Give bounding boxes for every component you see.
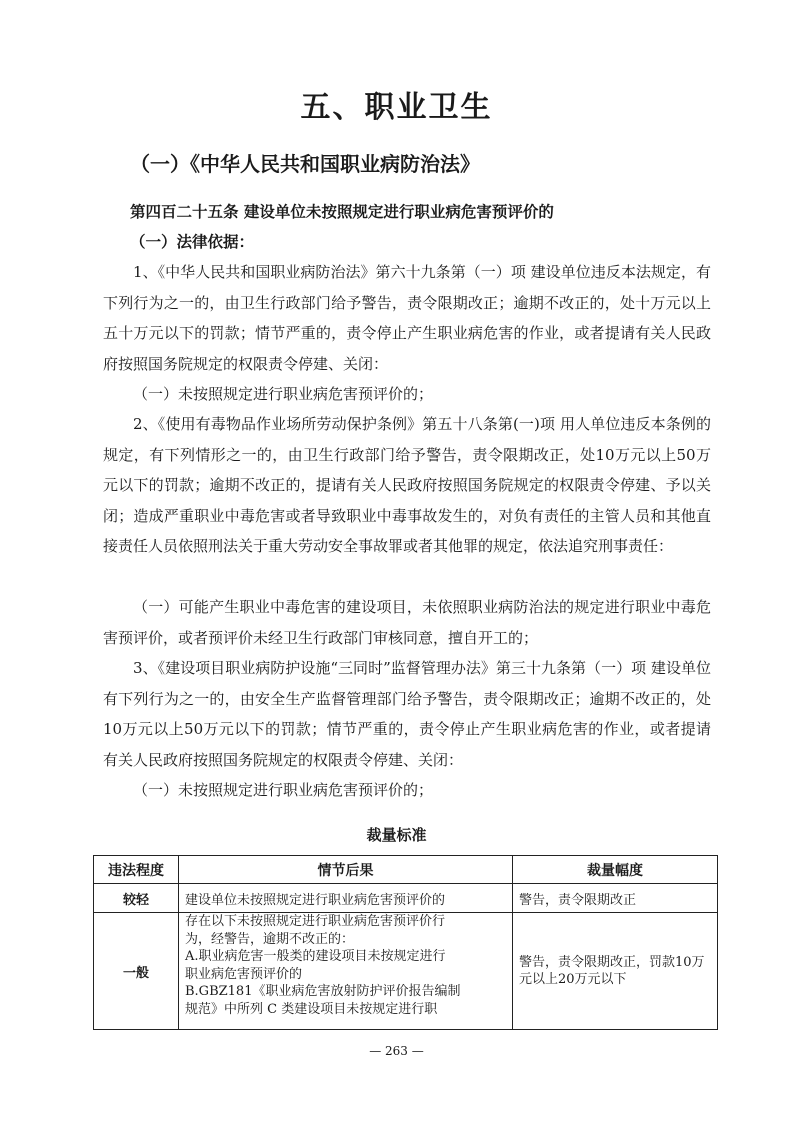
page-number: — 263 — [369,1044,424,1058]
consequence-cell: 建设单位未按照规定进行职业病危害预评价的 [179,884,513,913]
paragraph-2-item: （一）可能产生职业中毒危害的建设项目，未依照职业病防治法的规定进行职业中毒危害预评价，或者预评价未经卫生行政部门审核同意，擅自开工的； [103,598,711,647]
paragraph-2: 2、《使用有毒物品作业场所劳动保护条例》第五十八条第(一)项 用人单位违反本条例的规定，有下列情形之一的，由卫生行政部门给予警告，责令限期改正，处10万元以上50万元以下的罚款；逾期不改正的，提请有关人民政府按照国务院规定的权限责令停建、予以关闭；造成严重职业中毒危害或者导致职业中毒事故发生的，对负有责任的主管人员和其他直接责任人员依照刑法关于重大劳动安全事故罪或者其他罪的规定，依法追究刑事责任： [103,415,711,555]
header-penalty-range: 裁量幅度 [513,856,718,884]
discretion-standard-table [93,855,718,1030]
table-caption: 裁量标准 [366,826,427,844]
consequence-line: B.GBZ181《职业病危害放射防护评价报告编制 [185,984,461,999]
consequence-line: 职业病危害预评价的 [185,966,303,982]
header-severity: 违法程度 [94,856,179,884]
paragraph-3: 3、《建设项目职业病防护设施“三同时”监督管理办法》第三十九条第（一）项 建设单位有下列行为之一的，由安全生产监督管理部门给予警告，责令限期改正；逾期不改正的，处10万元以上50万元以下的罚款；情节严重的，责令停止产生职业病危害的作业，或者提请有关人民政府按照国务院规定的权限责令停建、关闭： [103,659,711,769]
consequence-line: 规范》中所列 C 类建设项目未按规定进行职 [185,1001,438,1017]
severity-cell: 一般 [94,913,179,1030]
table-header-row [94,856,718,884]
consequence-line: 为，经警告，逾期不改正的： [185,931,355,947]
penalty-cell: 警告，责令限期改正，罚款10万元以上20万元以下 [513,913,718,1030]
article-title: 第四百二十五条 建设单位未按照规定进行职业病危害预评价的 [130,203,554,221]
law-title: （一）《中华人民共和国职业病防治法》 [130,152,480,176]
consequence-line: 存在以下未按照规定进行职业病危害预评价行 [185,914,446,929]
penalty-cell: 警告，责令限期改正 [513,884,718,913]
paragraph-3-item: （一）未按照规定进行职业病危害预评价的； [133,781,434,799]
consequence-cell [179,913,513,1030]
legal-basis-title: （一）法律依据： [130,233,255,251]
header-consequence: 情节后果 [179,856,513,884]
table-row [94,884,718,913]
consequence-line: A.职业病危害一般类的建设项目未按规定进行 [185,949,446,964]
section-title: 五、职业卫生 [300,90,493,125]
paragraph-1-item: （一）未按照规定进行职业病危害预评价的； [133,385,434,403]
severity-cell: 较轻 [94,884,179,913]
table-row [94,913,718,1030]
paragraph-1: 1、《中华人民共和国职业病防治法》第六十九条第（一）项 建设单位违反本法规定，有下列行为之一的，由卫生行政部门给予警告，责令限期改正；逾期不改正的，处十万元以上五十万元以下的罚款；情节严重的，责令停止产生职业病危害的作业，或者提请有关人民政府按照国务院规定的权限责令停建、关闭： [103,263,711,373]
